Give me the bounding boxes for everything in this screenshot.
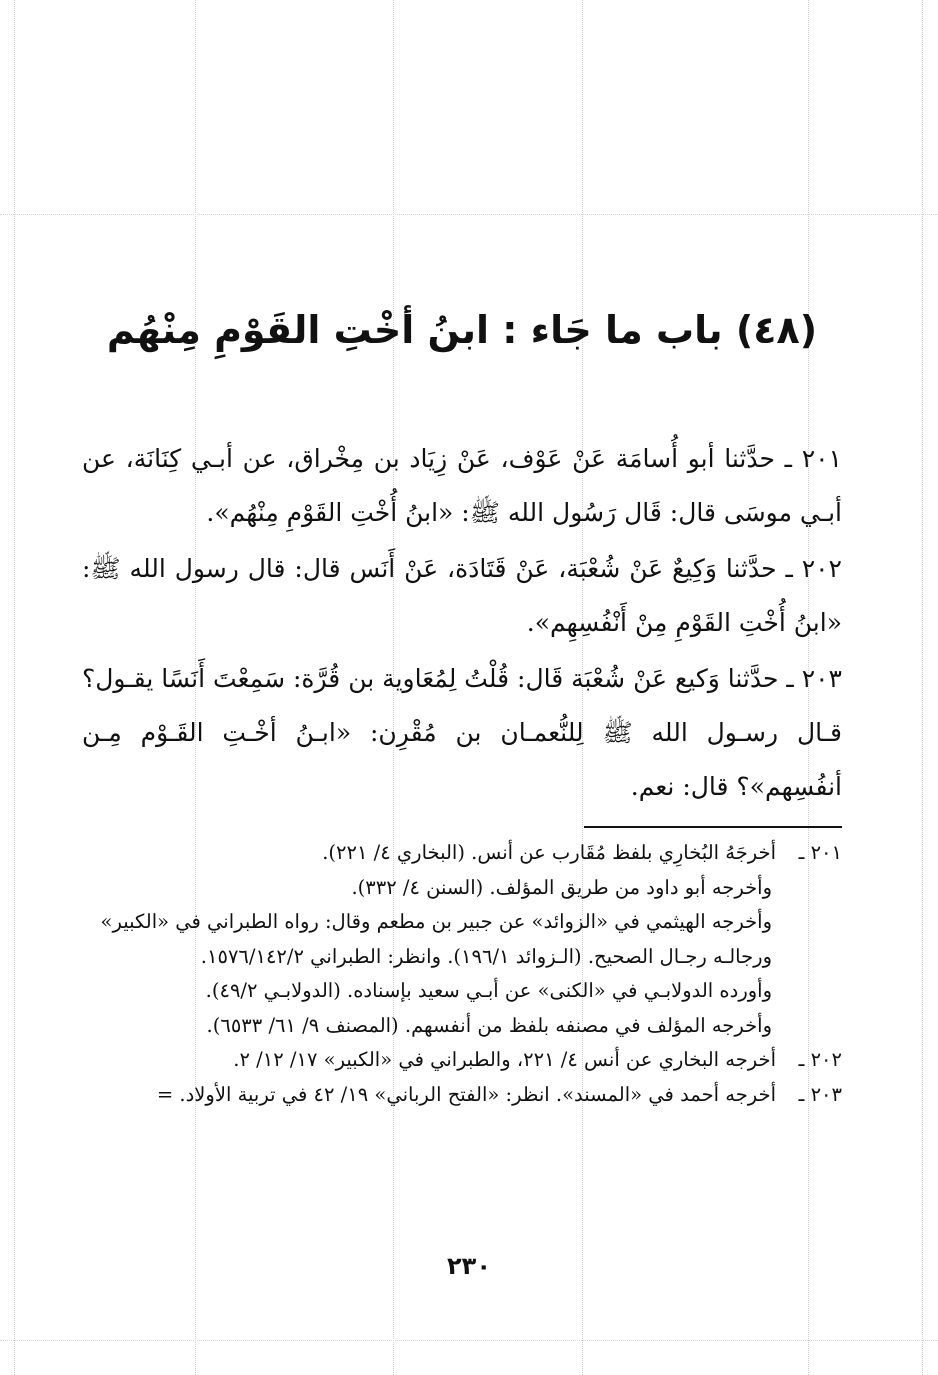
hadith-text: ٢٠٢ ـ حدَّثنا وَكِيعٌ عَنْ شُعْبَة، عَنْ قَتَادَة، عَنْ أَنَس قال: قال رسول الله ﷺ: «ابنُ أُخْتِ القَوْمِ مِنْ أَنْفُسِهِم». <box>82 554 842 637</box>
footnote-number: ٢٠٢ ـ <box>798 1048 842 1071</box>
grid-line <box>922 0 923 1375</box>
footnote-text: أخرجَهُ البُخارِي بلفظ مُقَارب عن أنس. (البخاري ٤/ ٢٢١). <box>322 841 776 864</box>
footnote-number: ٢٠١ ـ <box>798 841 842 864</box>
footnote <box>82 974 842 1009</box>
hadith-201 <box>82 432 842 540</box>
footnote <box>82 1043 842 1078</box>
footnote <box>82 905 842 974</box>
hadith-203 <box>82 652 842 814</box>
footnote <box>82 871 842 906</box>
footnote-number: ٢٠٣ ـ <box>798 1082 842 1106</box>
footnote-text: وأخرجه أبو داود من طريق المؤلف. (السنن ٤/ ٣٣٢). <box>351 875 772 899</box>
hadith-202 <box>82 542 842 650</box>
footnote-text: وأخرجه الهيثمي في «الزوائد» عن جبير بن مطعم وقال: رواه الطبراني في «الكبير» ورجالـه رجـال الصحيح. (الـزوائد ١٩٦/١). وانظر: الطبراني ١٥٧٦/١٤٢/٢. <box>100 910 772 968</box>
footnote <box>82 1078 842 1113</box>
footnote-text: أخرجه أحمد في «المسند». انظر: «الفتح الرباني» ١٩/ ٤٢ في تربية الأولاد. = <box>156 1082 776 1106</box>
page-number: ٢٣٠ <box>447 1252 491 1280</box>
footnote-text: وأورده الدولابـي في «الكنى» عن أبـي سعيد بإسناده. (الدولابـي ٤٩/٢). <box>205 979 772 1002</box>
footnote-text: وأخرجه المؤلف في مصنفه بلفظ من أنفسهم. (المصنف ٩/ ٦١/ ٦٥٣٣). <box>206 1013 772 1037</box>
footnotes <box>82 836 842 1112</box>
hadith-text: ٢٠١ ـ حدَّثنا أبو أُسامَة عَنْ عَوْف، عَنْ زِيَاد بن مِخْراق، عن أبـي كِنَانَة، عن أبـي موسَى قال: قَال رَسُول الله ﷺ: «ابنُ أُخْتِ القَوْمِ مِنْهُم». <box>82 444 842 527</box>
hadith-text: ٢٠٣ ـ حدَّثنا وَكيع عَنْ شُعْبَة قَال: قُلْتُ لِمُعَاوية بن قُرَّة: سَمِعْتَ أَنَسًا يقـول؟ قـال رسـول الله ﷺ لِلنُّعمـان بن مُقْرِن: «ابـنُ أخْـتِ القَـوْم مِـن أنفُسِهم»؟ قال: نعم. <box>82 664 842 801</box>
footnote-text: أخرجه البخاري عن أنس ٤/ ٢٢١، والطبراني في «الكبير» ١٧/ ١٢/ ٢. <box>233 1048 776 1071</box>
chapter-title: (٤٨) باب ما جَاء : ابنُ أخْتِ القَوْمِ مِنْهُم <box>106 308 818 352</box>
grid-line <box>0 1340 938 1341</box>
footnote-divider <box>584 826 842 828</box>
footnote <box>82 836 842 871</box>
grid-line <box>14 0 15 1375</box>
footnote <box>82 1009 842 1044</box>
grid-line <box>0 214 938 215</box>
